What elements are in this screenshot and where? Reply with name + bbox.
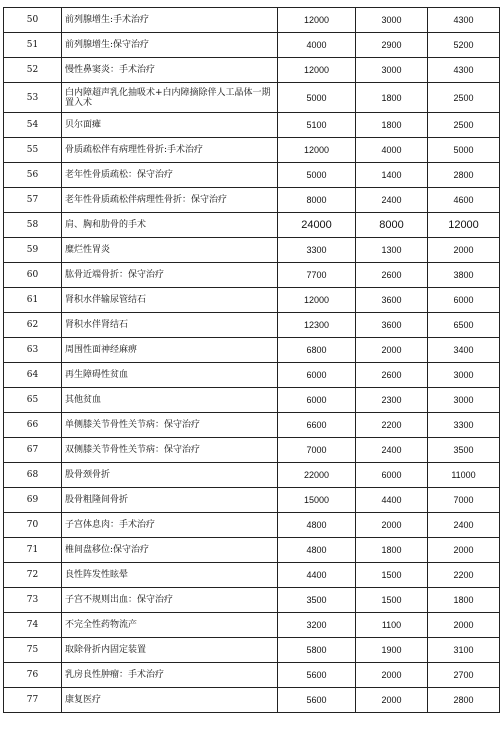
item-name: 椎间盘移位:保守治疗 — [62, 538, 278, 563]
row-number: 62 — [4, 313, 62, 338]
value-col-1: 4800 — [278, 538, 356, 563]
row-number: 70 — [4, 513, 62, 538]
value-col-1: 5600 — [278, 663, 356, 688]
table-row — [4, 163, 500, 188]
item-name: 老年性骨质疏松：保守治疗 — [62, 163, 278, 188]
value-col-2: 2000 — [356, 688, 428, 713]
item-name: 慢性鼻窦炎：手术治疗 — [62, 58, 278, 83]
value-col-1: 22000 — [278, 463, 356, 488]
value-col-3: 2000 — [428, 538, 500, 563]
value-col-3: 5000 — [428, 138, 500, 163]
item-name: 白内障超声乳化抽吸术+白内障摘除伴人工晶体一期置入术 — [62, 83, 278, 113]
item-name: 肩、胸和肋骨的手术 — [62, 213, 278, 238]
value-col-2: 1300 — [356, 238, 428, 263]
table-row — [4, 688, 500, 713]
value-col-3: 3000 — [428, 363, 500, 388]
value-col-2: 1100 — [356, 613, 428, 638]
value-col-3: 4300 — [428, 58, 500, 83]
value-col-3: 2000 — [428, 238, 500, 263]
value-col-1: 6000 — [278, 388, 356, 413]
value-col-2: 2400 — [356, 438, 428, 463]
table-row — [4, 388, 500, 413]
item-name: 股骨颈骨折 — [62, 463, 278, 488]
table-row — [4, 238, 500, 263]
value-col-2: 1500 — [356, 588, 428, 613]
value-col-2: 3000 — [356, 8, 428, 33]
value-col-1: 24000 — [278, 213, 356, 238]
value-col-2: 2900 — [356, 33, 428, 58]
row-number: 52 — [4, 58, 62, 83]
value-col-1: 3500 — [278, 588, 356, 613]
row-number: 57 — [4, 188, 62, 213]
table-row — [4, 413, 500, 438]
row-number: 76 — [4, 663, 62, 688]
row-number: 69 — [4, 488, 62, 513]
table-row — [4, 588, 500, 613]
value-col-1: 4000 — [278, 33, 356, 58]
value-col-3: 3000 — [428, 388, 500, 413]
item-name: 子宫体息肉：手术治疗 — [62, 513, 278, 538]
value-col-3: 7000 — [428, 488, 500, 513]
value-col-1: 4800 — [278, 513, 356, 538]
table-row — [4, 513, 500, 538]
item-name: 子宫不规则出血：保守治疗 — [62, 588, 278, 613]
value-col-3: 2700 — [428, 663, 500, 688]
row-number: 75 — [4, 638, 62, 663]
item-name: 前列腺增生:手术治疗 — [62, 8, 278, 33]
value-col-2: 2000 — [356, 663, 428, 688]
value-col-2: 6000 — [356, 463, 428, 488]
table-row — [4, 113, 500, 138]
value-col-3: 2800 — [428, 688, 500, 713]
value-col-2: 1400 — [356, 163, 428, 188]
value-col-3: 2400 — [428, 513, 500, 538]
value-col-2: 1900 — [356, 638, 428, 663]
value-col-1: 5800 — [278, 638, 356, 663]
value-col-3: 4300 — [428, 8, 500, 33]
value-col-2: 2600 — [356, 263, 428, 288]
row-number: 66 — [4, 413, 62, 438]
row-number: 68 — [4, 463, 62, 488]
value-col-3: 12000 — [428, 213, 500, 238]
row-number: 54 — [4, 113, 62, 138]
table-row — [4, 58, 500, 83]
value-col-1: 5000 — [278, 163, 356, 188]
row-number: 63 — [4, 338, 62, 363]
value-col-1: 3200 — [278, 613, 356, 638]
table-row — [4, 8, 500, 33]
table-row — [4, 288, 500, 313]
item-name: 周围性面神经麻痹 — [62, 338, 278, 363]
row-number: 56 — [4, 163, 62, 188]
value-col-1: 5000 — [278, 83, 356, 113]
value-col-1: 15000 — [278, 488, 356, 513]
table-row — [4, 463, 500, 488]
value-col-2: 1800 — [356, 83, 428, 113]
table-row — [4, 663, 500, 688]
table-row — [4, 188, 500, 213]
value-col-1: 5100 — [278, 113, 356, 138]
row-number: 77 — [4, 688, 62, 713]
value-col-3: 3400 — [428, 338, 500, 363]
table-row — [4, 338, 500, 363]
value-col-1: 3300 — [278, 238, 356, 263]
row-number: 50 — [4, 8, 62, 33]
value-col-2: 2400 — [356, 188, 428, 213]
item-name: 肾积水伴输尿管结石 — [62, 288, 278, 313]
table-row — [4, 83, 500, 113]
value-col-2: 2000 — [356, 513, 428, 538]
value-col-1: 12000 — [278, 138, 356, 163]
table-row — [4, 438, 500, 463]
value-col-1: 12000 — [278, 8, 356, 33]
value-col-1: 12300 — [278, 313, 356, 338]
row-number: 73 — [4, 588, 62, 613]
table-row — [4, 363, 500, 388]
value-col-2: 8000 — [356, 213, 428, 238]
item-name: 良性阵发性眩晕 — [62, 563, 278, 588]
item-name: 糜烂性胃炎 — [62, 238, 278, 263]
value-col-2: 1800 — [356, 113, 428, 138]
item-name: 骨质疏松伴有病理性骨折:手术治疗 — [62, 138, 278, 163]
value-col-3: 4600 — [428, 188, 500, 213]
fee-table — [3, 7, 500, 713]
value-col-3: 2200 — [428, 563, 500, 588]
value-col-3: 1800 — [428, 588, 500, 613]
table-row — [4, 263, 500, 288]
item-name: 肾积水伴肾结石 — [62, 313, 278, 338]
row-number: 51 — [4, 33, 62, 58]
table-row — [4, 213, 500, 238]
value-col-2: 2600 — [356, 363, 428, 388]
row-number: 58 — [4, 213, 62, 238]
value-col-3: 6000 — [428, 288, 500, 313]
value-col-3: 2500 — [428, 113, 500, 138]
item-name: 再生障碍性贫血 — [62, 363, 278, 388]
value-col-1: 4400 — [278, 563, 356, 588]
row-number: 59 — [4, 238, 62, 263]
row-number: 53 — [4, 83, 62, 113]
row-number: 74 — [4, 613, 62, 638]
value-col-1: 8000 — [278, 188, 356, 213]
value-col-3: 6500 — [428, 313, 500, 338]
value-col-1: 7000 — [278, 438, 356, 463]
value-col-2: 3000 — [356, 58, 428, 83]
value-col-2: 3600 — [356, 288, 428, 313]
value-col-2: 4000 — [356, 138, 428, 163]
item-name: 其他贫血 — [62, 388, 278, 413]
row-number: 67 — [4, 438, 62, 463]
value-col-1: 7700 — [278, 263, 356, 288]
item-name: 前列腺增生:保守治疗 — [62, 33, 278, 58]
item-name: 老年性骨质疏松伴病理性骨折：保守治疗 — [62, 188, 278, 213]
value-col-1: 12000 — [278, 288, 356, 313]
value-col-2: 2200 — [356, 413, 428, 438]
value-col-3: 2500 — [428, 83, 500, 113]
item-name: 不完全性药物流产 — [62, 613, 278, 638]
row-number: 71 — [4, 538, 62, 563]
table-row — [4, 613, 500, 638]
row-number: 60 — [4, 263, 62, 288]
value-col-1: 6000 — [278, 363, 356, 388]
item-name: 取除骨折内固定装置 — [62, 638, 278, 663]
item-name: 乳房良性肿瘤：手术治疗 — [62, 663, 278, 688]
row-number: 64 — [4, 363, 62, 388]
item-name: 单侧膝关节骨性关节病：保守治疗 — [62, 413, 278, 438]
table-row — [4, 33, 500, 58]
value-col-3: 11000 — [428, 463, 500, 488]
value-col-2: 1500 — [356, 563, 428, 588]
table-row — [4, 563, 500, 588]
table-body — [4, 8, 500, 713]
table-row — [4, 488, 500, 513]
value-col-1: 5600 — [278, 688, 356, 713]
value-col-2: 3600 — [356, 313, 428, 338]
value-col-2: 1800 — [356, 538, 428, 563]
table-row — [4, 638, 500, 663]
value-col-3: 2000 — [428, 613, 500, 638]
row-number: 61 — [4, 288, 62, 313]
item-name: 肱骨近端骨折：保守治疗 — [62, 263, 278, 288]
item-name: 贝尔面瘫 — [62, 113, 278, 138]
value-col-3: 5200 — [428, 33, 500, 58]
row-number: 55 — [4, 138, 62, 163]
value-col-2: 2000 — [356, 338, 428, 363]
value-col-2: 2300 — [356, 388, 428, 413]
value-col-3: 2800 — [428, 163, 500, 188]
item-name: 康复医疗 — [62, 688, 278, 713]
row-number: 72 — [4, 563, 62, 588]
value-col-3: 3800 — [428, 263, 500, 288]
value-col-3: 3300 — [428, 413, 500, 438]
item-name: 双侧膝关节骨性关节病：保守治疗 — [62, 438, 278, 463]
value-col-3: 3100 — [428, 638, 500, 663]
row-number: 65 — [4, 388, 62, 413]
table-row — [4, 538, 500, 563]
table-row — [4, 138, 500, 163]
value-col-1: 6600 — [278, 413, 356, 438]
value-col-2: 4400 — [356, 488, 428, 513]
value-col-1: 12000 — [278, 58, 356, 83]
table-row — [4, 313, 500, 338]
item-name: 股骨粗隆间骨折 — [62, 488, 278, 513]
value-col-3: 3500 — [428, 438, 500, 463]
value-col-1: 6800 — [278, 338, 356, 363]
